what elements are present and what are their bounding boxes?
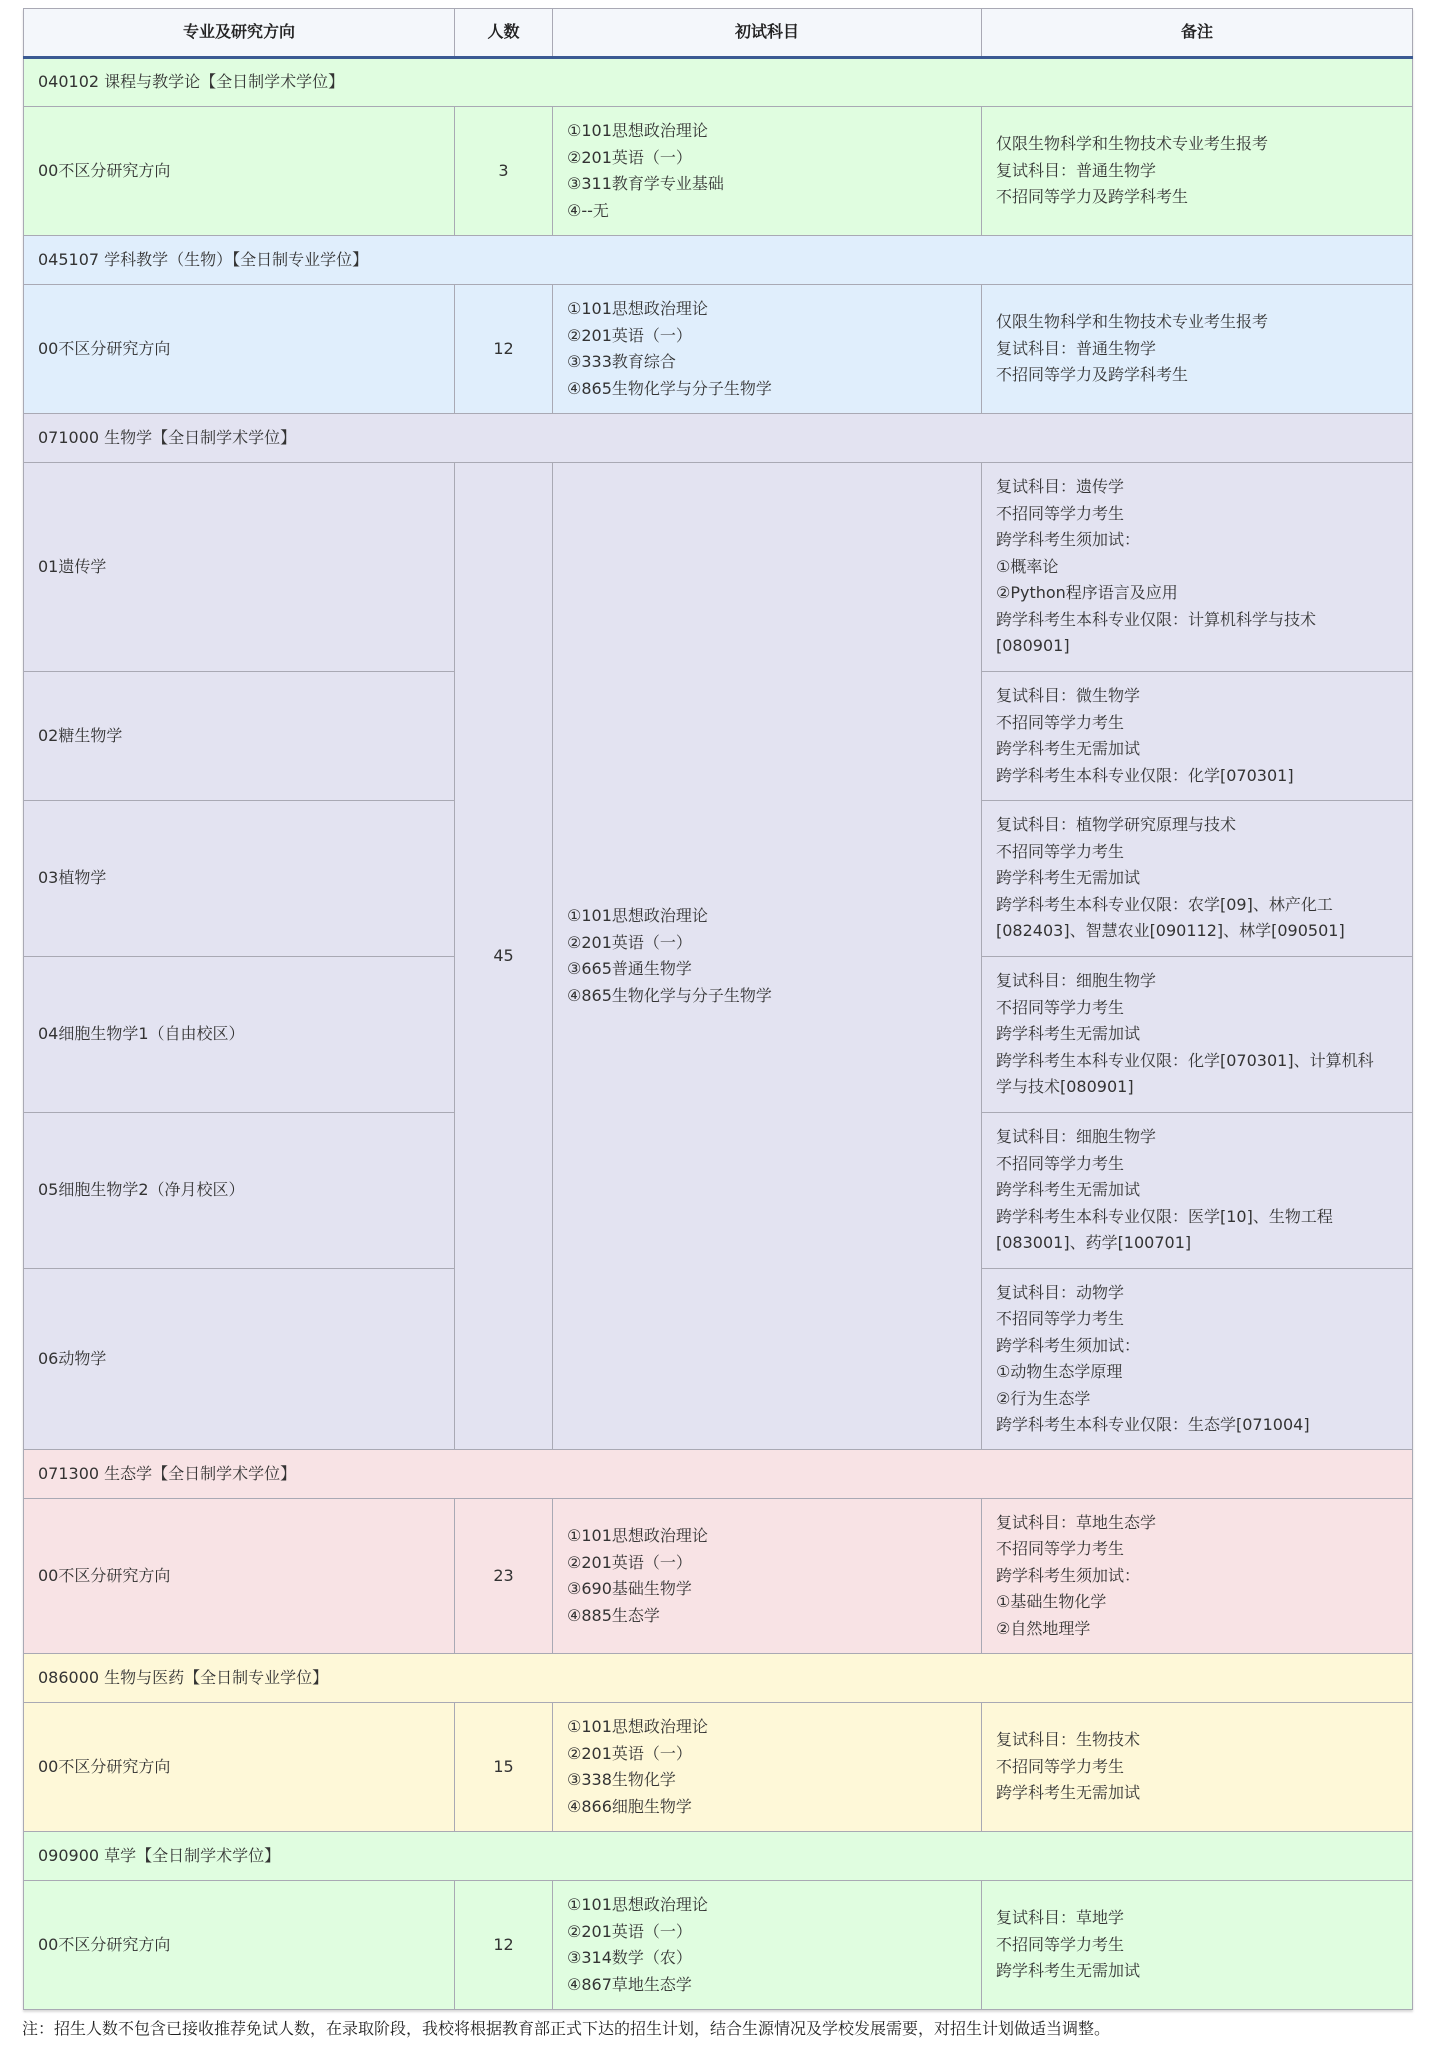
direction-cell: 00不区分研究方向: [24, 1499, 455, 1654]
count-cell: 12: [455, 1881, 553, 2010]
remark-line: 跨学科考生本科专业仅限：化学[070301]: [996, 765, 1294, 785]
group-header-row: [24, 58, 1413, 107]
remark-line: 跨学科考生无需加试: [996, 1024, 1141, 1044]
subjects-cell: [553, 107, 982, 236]
remark-line: 跨学科考生本科专业仅限：化学[070301]、计算机科: [996, 1050, 1374, 1070]
direction-cell: 01遗传学: [24, 463, 455, 672]
header-major: 专业及研究方向: [24, 9, 455, 58]
remarks-cell: [982, 1269, 1413, 1450]
remark-line: 不招同等学力考生: [996, 997, 1125, 1017]
count-cell: 12: [455, 285, 553, 414]
remark-line: 跨学科考生本科专业仅限：医学[10]、生物工程: [996, 1206, 1333, 1226]
enrollment-table: [23, 8, 1413, 2010]
table-header-row: [24, 9, 1413, 58]
subject-line: ①101思想政治理论: [567, 1717, 708, 1736]
direction-cell: 00不区分研究方向: [24, 1881, 455, 2010]
remark-line: 跨学科考生无需加试: [996, 868, 1141, 888]
remark-line: [083001]、药学[100701]: [996, 1233, 1192, 1253]
subject-line: ④885生态学: [567, 1605, 660, 1625]
table-row: [24, 463, 1413, 672]
direction-cell: 00不区分研究方向: [24, 285, 455, 414]
remark-line: 复试科目：细胞生物学: [996, 971, 1157, 991]
remarks-cell: [982, 1499, 1413, 1654]
remark-line: 跨学科考生须加试：: [996, 1335, 1141, 1355]
subjects-cell: [553, 285, 982, 414]
remark-line: ①概率论: [996, 556, 1059, 576]
subjects-cell: [553, 1881, 982, 2010]
remark-line: 学与技术[080901]: [996, 1077, 1134, 1097]
subject-line: ④866细胞生物学: [567, 1796, 692, 1816]
remark-line: [080901]: [996, 636, 1070, 656]
remark-line: 不招同等学力考生: [996, 1934, 1125, 1954]
table-row: [24, 1499, 1413, 1654]
table-row: [24, 107, 1413, 236]
subject-line: ②201英语（一）: [567, 1743, 692, 1763]
count-cell: 45: [455, 463, 553, 1450]
direction-cell: 05细胞生物学2（净月校区）: [24, 1113, 455, 1269]
group-title: 086000 生物与医药【全日制专业学位】: [24, 1654, 1413, 1703]
remarks-cell: [982, 463, 1413, 672]
remark-line: 跨学科考生无需加试: [996, 1783, 1141, 1803]
remark-line: 不招同等学力及跨学科考生: [996, 187, 1189, 207]
subject-line: ③665普通生物学: [567, 959, 692, 978]
remarks-cell: [982, 1703, 1413, 1832]
remark-line: ①动物生态学原理: [996, 1362, 1123, 1381]
direction-cell: 03植物学: [24, 801, 455, 957]
subject-line: ①101思想政治理论: [567, 121, 708, 140]
direction-cell: 00不区分研究方向: [24, 1703, 455, 1832]
remark-line: 跨学科考生无需加试: [996, 739, 1141, 758]
subject-line: ②201英语（一）: [567, 147, 692, 167]
group-header-row: [24, 1450, 1413, 1499]
remark-line: 复试科目：细胞生物学: [996, 1127, 1157, 1147]
remark-line: 不招同等学力考生: [996, 1309, 1125, 1328]
remark-line: 不招同等学力及跨学科考生: [996, 365, 1189, 385]
direction-cell: 04细胞生物学1（自由校区）: [24, 957, 455, 1113]
subject-line: ②201英语（一）: [567, 325, 692, 345]
subject-line: ④867草地生态学: [567, 1974, 692, 1994]
remark-line: ②行为生态学: [996, 1388, 1091, 1408]
count-cell: 3: [455, 107, 553, 236]
remarks-cell: [982, 1881, 1413, 2010]
subject-line: ①101思想政治理论: [567, 1526, 708, 1545]
remark-line: 复试科目：普通生物学: [996, 160, 1157, 180]
group-title: 045107 学科教学（生物）【全日制专业学位】: [24, 236, 1413, 285]
remark-line: 复试科目：遗传学: [996, 477, 1125, 497]
remark-line: 复试科目：草地学: [996, 1908, 1125, 1928]
subject-line: ③333教育综合: [567, 352, 676, 371]
remark-line: 跨学科考生无需加试: [996, 1961, 1141, 1981]
remark-line: 不招同等学力考生: [996, 1539, 1125, 1559]
remark-line: 跨学科考生本科专业仅限：农学[09]、林产化工: [996, 894, 1333, 914]
remark-line: 复试科目：植物学研究原理与技术: [996, 815, 1237, 835]
table-row: [24, 1881, 1413, 2010]
remark-line: ①基础生物化学: [996, 1592, 1107, 1612]
subject-line: ③311教育学专业基础: [567, 174, 724, 193]
count-cell: 15: [455, 1703, 553, 1832]
remark-line: 跨学科考生无需加试: [996, 1180, 1141, 1200]
remarks-cell: [982, 957, 1413, 1113]
group-title: 040102 课程与教学论【全日制学术学位】: [24, 58, 1413, 107]
subject-line: ④865生物化学与分子生物学: [567, 985, 772, 1005]
group-header-row: [24, 1654, 1413, 1703]
remark-line: 跨学科考生须加试：: [996, 1565, 1141, 1585]
remarks-cell: [982, 672, 1413, 801]
remarks-cell: [982, 801, 1413, 957]
subject-line: ①101思想政治理论: [567, 299, 708, 318]
subjects-cell: [553, 1499, 982, 1654]
group-title: 071000 生物学【全日制学术学位】: [24, 414, 1413, 463]
subjects-cell: [553, 1703, 982, 1832]
remark-line: 仅限生物科学和生物技术专业考生报考: [996, 312, 1269, 332]
remark-line: 不招同等学力考生: [996, 1153, 1125, 1173]
subject-line: ③314数学（农）: [567, 1948, 692, 1967]
remark-line: 跨学科考生本科专业仅限：计算机科学与技术: [996, 609, 1317, 629]
remark-line: 不招同等学力考生: [996, 712, 1125, 732]
direction-cell: 02糖生物学: [24, 672, 455, 801]
group-title: 071300 生态学【全日制学术学位】: [24, 1450, 1413, 1499]
group-title: 090900 草学【全日制学术学位】: [24, 1832, 1413, 1881]
remark-line: 跨学科考生本科专业仅限：生态学[071004]: [996, 1415, 1310, 1434]
remark-line: 不招同等学力考生: [996, 503, 1125, 523]
remark-line: 复试科目：微生物学: [996, 686, 1141, 705]
direction-cell: 00不区分研究方向: [24, 107, 455, 236]
subjects-cell: [553, 463, 982, 1450]
count-cell: 23: [455, 1499, 553, 1654]
group-header-row: [24, 414, 1413, 463]
remarks-cell: [982, 1113, 1413, 1269]
header-remarks: 备注: [982, 9, 1413, 58]
subject-line: ④865生物化学与分子生物学: [567, 378, 772, 398]
remarks-cell: [982, 285, 1413, 414]
table-row: [24, 285, 1413, 414]
remark-line: 跨学科考生须加试：: [996, 530, 1141, 550]
subject-line: ③338生物化学: [567, 1770, 676, 1789]
remark-line: 仅限生物科学和生物技术专业考生报考: [996, 134, 1269, 154]
remarks-cell: [982, 107, 1413, 236]
footnote: 注：招生人数不包含已接收推荐免试人数，在录取阶段，我校将根据教育部正式下达的招生计划，结合生源情况及学校发展需要，对招生计划做适当调整。: [22, 2019, 1111, 2038]
subject-line: ④--无: [567, 200, 609, 220]
remark-line: 复试科目：草地生态学: [996, 1512, 1157, 1532]
remark-line: 复试科目：普通生物学: [996, 338, 1157, 358]
subject-line: ②201英语（一）: [567, 1552, 692, 1572]
remark-line: 不招同等学力考生: [996, 1756, 1125, 1776]
header-count: 人数: [455, 9, 553, 58]
header-subjects: 初试科目: [553, 9, 982, 58]
group-header-row: [24, 236, 1413, 285]
remark-line: 复试科目：生物技术: [996, 1730, 1141, 1750]
subject-line: ①101思想政治理论: [567, 906, 708, 925]
remark-line: ②Python程序语言及应用: [996, 583, 1178, 603]
direction-cell: 06动物学: [24, 1269, 455, 1450]
subject-line: ②201英语（一）: [567, 932, 692, 952]
group-header-row: [24, 1832, 1413, 1881]
subject-line: ③690基础生物学: [567, 1579, 692, 1598]
remark-line: 不招同等学力考生: [996, 841, 1125, 861]
table-row: [24, 1703, 1413, 1832]
remark-line: [082403]、智慧农业[090112]、林学[090501]: [996, 921, 1345, 941]
remark-line: 复试科目：动物学: [996, 1282, 1125, 1302]
remark-line: ②自然地理学: [996, 1618, 1091, 1638]
subject-line: ②201英语（一）: [567, 1921, 692, 1941]
subject-line: ①101思想政治理论: [567, 1895, 708, 1914]
